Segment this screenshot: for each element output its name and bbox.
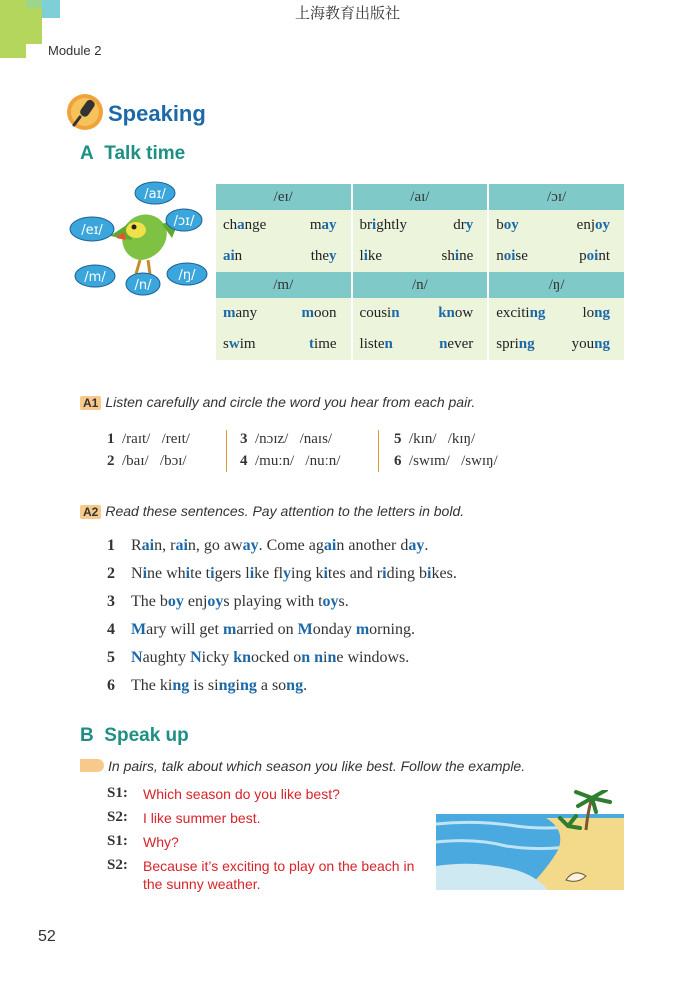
part-b-heading (80, 725, 189, 747)
word-segment: tes and r (327, 565, 383, 582)
example-word (210, 565, 250, 582)
example-word (582, 305, 610, 322)
word-segment: s (223, 336, 229, 352)
word-segment: The b (131, 593, 168, 610)
phonetic-option[interactable]: /baɪ/ (122, 453, 149, 469)
word-segment: the (310, 248, 330, 264)
phonetic-option[interactable]: /reɪt/ (161, 431, 190, 447)
word-segment: ow (454, 305, 474, 321)
word-pair[interactable] (394, 431, 475, 448)
highlighted-letters: y (283, 565, 292, 582)
example-word (186, 565, 210, 582)
example-word (223, 217, 266, 234)
highlighted-letters: ng (529, 305, 546, 321)
word-segment: se (515, 248, 528, 264)
word-pair[interactable] (394, 453, 498, 470)
part-a-heading (80, 143, 185, 165)
word-segment: any (235, 305, 258, 321)
word-segment: The ki (131, 677, 173, 694)
dialogue-line: Because it’s exciting to play on the beach in (143, 858, 415, 874)
example-word (360, 217, 408, 234)
word-segment: orning. (369, 621, 415, 638)
sentence-number: 5 (107, 649, 115, 666)
sound-bubble: /ɔɪ/ (173, 214, 195, 229)
word-segment: enj (183, 593, 208, 610)
column-divider (226, 430, 227, 472)
example-word (302, 305, 337, 322)
a1-label: A1 (80, 396, 101, 410)
example-word (356, 621, 415, 638)
dialogue-speaker: S2: (107, 857, 128, 873)
word-segment: arried on (236, 621, 298, 638)
highlighted-letters: N (131, 649, 143, 666)
word-segment: aughty (142, 649, 191, 666)
highlighted-letters: M (131, 621, 147, 638)
parrot-illustration (62, 180, 214, 300)
example-word (496, 248, 528, 265)
highlighted-letters: m (222, 621, 237, 638)
example-word (286, 677, 307, 694)
dialogue-line: Why? (143, 834, 179, 850)
word-segment: icky (201, 649, 234, 666)
highlighted-letters: i (249, 565, 255, 582)
example-word (324, 537, 408, 554)
highlighted-letters: kn (438, 305, 455, 321)
word-segment: l (359, 248, 364, 264)
word-pair[interactable] (240, 431, 332, 448)
phonetic-option[interactable]: /swɪŋ/ (461, 453, 498, 469)
phonics-table (216, 184, 624, 360)
highlighted-letters: n (439, 336, 448, 352)
word-segment: is si (189, 677, 219, 694)
highlighted-letters: y (329, 248, 337, 264)
sentence-number: 4 (107, 621, 115, 638)
word-segment: ever (447, 336, 474, 352)
phonetic-option[interactable]: /raɪt/ (122, 431, 151, 447)
example-word (496, 336, 534, 353)
part-b-letter: B (80, 725, 94, 746)
highlighted-letters: i (210, 565, 215, 582)
phonetic-option[interactable]: /naɪs/ (299, 431, 333, 447)
highlighted-letters: n (314, 649, 324, 666)
word-segment: b (496, 217, 504, 233)
example-word (131, 649, 190, 666)
column-divider (378, 430, 379, 472)
word-segment: gers l (214, 565, 250, 582)
example-word (579, 248, 610, 265)
publisher-name: 上海教育出版社 (294, 6, 400, 22)
word-segment: . (424, 537, 429, 554)
highlighted-letters: m (223, 305, 236, 321)
example-word (219, 677, 240, 694)
highlighted-letters: ng (286, 677, 304, 694)
highlighted-letters: M (297, 621, 313, 638)
word-segment: oon (314, 305, 337, 321)
b-marker (80, 759, 104, 772)
word-pair[interactable] (107, 453, 187, 470)
microphone-icon (66, 93, 104, 131)
example-word (438, 305, 473, 322)
example-word (577, 217, 610, 234)
highlighted-letters: a (237, 217, 245, 233)
sentence-item (107, 649, 409, 667)
example-word (382, 565, 427, 582)
word-cell (352, 241, 489, 272)
dialogue-line: I like summer best. (143, 810, 261, 826)
pair-number: 5 (394, 431, 402, 447)
part-b-title: Speak up (104, 725, 189, 746)
example-word (131, 677, 219, 694)
example-word (496, 305, 545, 322)
word-segment: nge (244, 217, 267, 233)
example-word (243, 537, 324, 554)
sentence-number: 6 (107, 677, 115, 694)
sound-header: /ŋ/ (488, 272, 624, 298)
highlighted-letters: i (142, 565, 148, 582)
word-segment: you (571, 336, 595, 352)
beach-illustration (436, 790, 624, 890)
a1-instruction-line (80, 394, 475, 412)
highlighted-letters: n (384, 336, 393, 352)
example-word (323, 565, 382, 582)
word-segment: im (239, 336, 256, 352)
sentence-item (107, 621, 415, 639)
a2-label: A2 (80, 505, 101, 519)
word-segment: s playing with t (223, 593, 323, 610)
word-cell (352, 298, 489, 329)
word-segment: m (309, 217, 322, 233)
pair-number: 2 (107, 453, 115, 469)
word-segment: nt (598, 248, 610, 264)
sound-bubble: /eɪ/ (81, 223, 103, 238)
word-segment: ding b (386, 565, 428, 582)
dialogue-speaker: S1: (107, 833, 128, 849)
b-instruction: In pairs, talk about which season you like best. Follow the example. (108, 758, 526, 774)
sound-bubble: /n/ (134, 278, 152, 293)
part-a-letter: A (80, 143, 94, 164)
highlighted-letters: oi (503, 248, 516, 264)
pair-number: 3 (240, 431, 248, 447)
part-a-title: Talk time (104, 143, 186, 164)
highlighted-letters: w (228, 336, 240, 352)
example-word (360, 305, 400, 322)
word-segment: i (235, 677, 240, 694)
example-word (233, 649, 301, 666)
highlighted-letters: ai (223, 248, 235, 264)
word-segment: ghtly (376, 217, 408, 233)
highlighted-letters: oy (322, 593, 339, 610)
example-word (309, 336, 337, 353)
highlighted-letters: ay (321, 217, 337, 233)
example-word (572, 336, 610, 353)
page-number: 52 (38, 928, 56, 945)
highlighted-letters: n (301, 649, 311, 666)
sound-header: /eɪ/ (216, 184, 352, 210)
sentence-number: 2 (107, 565, 115, 582)
highlighted-letters: y (465, 217, 474, 233)
highlighted-letters: ay (408, 537, 425, 554)
word-segment: liste (359, 336, 385, 352)
phonetic-option[interactable]: /muːn/ (255, 453, 295, 469)
phonetic-option[interactable]: /bɔɪ/ (159, 453, 187, 469)
b-instruction-line (80, 758, 525, 776)
a2-instruction: Read these sentences. Pay attention to the letters in bold. (105, 503, 465, 519)
word-segment: ch (223, 217, 238, 233)
word-segment: . (303, 677, 308, 694)
word-cell (216, 241, 352, 272)
highlighted-letters: ng (594, 336, 610, 352)
example-word (408, 537, 428, 554)
example-word (131, 565, 186, 582)
dialogue-speaker: S1: (107, 785, 128, 801)
highlighted-letters: oy (207, 593, 224, 610)
example-word (323, 593, 349, 610)
example-word (190, 649, 233, 666)
highlighted-letters: i (427, 565, 432, 582)
word-segment: p (579, 248, 587, 264)
word-segment: exciti (496, 305, 530, 321)
word-segment: s. (338, 593, 349, 610)
word-segment: n (496, 248, 504, 264)
highlighted-letters: ai (323, 537, 337, 554)
example-word (301, 649, 314, 666)
highlighted-letters: i (185, 565, 191, 582)
word-segment: n, r (154, 537, 176, 554)
word-segment: . Come ag (258, 537, 324, 554)
sentence-item (107, 593, 349, 611)
highlighted-letters: n (327, 649, 337, 666)
pair-number: 1 (107, 431, 115, 447)
highlighted-letters: ng (172, 677, 190, 694)
example-word (223, 336, 256, 353)
word-segment: dr (453, 217, 466, 233)
example-word (314, 649, 327, 666)
example-word (223, 305, 257, 322)
highlighted-letters: ay (242, 537, 259, 554)
word-segment: ke (367, 248, 383, 264)
phonetic-option[interactable]: /kɪŋ/ (447, 431, 476, 447)
word-cell (488, 298, 624, 329)
highlighted-letters: oi (586, 248, 599, 264)
word-cell (216, 298, 352, 329)
word-cell (352, 329, 489, 360)
example-word (360, 248, 383, 265)
highlighted-letters: oy (167, 593, 184, 610)
sentence-number: 3 (107, 593, 115, 610)
sound-header: /ɔɪ/ (488, 184, 624, 210)
sound-bubble: /aɪ/ (144, 187, 166, 202)
dialogue-line-continued: the sunny weather. (143, 876, 261, 892)
word-segment: ing k (291, 565, 324, 582)
highlighted-letters: ng (239, 677, 257, 694)
highlighted-letters: ng (594, 305, 610, 321)
example-word (131, 537, 175, 554)
highlighted-letters: i (454, 248, 460, 264)
word-segment: n, go aw (187, 537, 243, 554)
word-segment: R (131, 537, 142, 554)
word-segment: br (359, 217, 373, 233)
example-word (207, 593, 322, 610)
dialogue-line: Which season do you like best? (143, 786, 340, 802)
highlighted-letters: ng (518, 336, 535, 352)
word-cell (216, 210, 352, 241)
word-cell (352, 210, 489, 241)
word-segment: n (234, 248, 243, 264)
word-segment: sh (441, 248, 455, 264)
word-segment: ne (459, 248, 474, 264)
highlighted-letters: t (309, 336, 315, 352)
sound-bubble: /m/ (84, 270, 106, 285)
word-segment: kes. (431, 565, 457, 582)
sound-header: /aɪ/ (352, 184, 489, 210)
word-cell (488, 329, 624, 360)
word-cell (488, 210, 624, 241)
phonetic-option[interactable]: /nuːn/ (305, 453, 341, 469)
highlighted-letters: m (301, 305, 315, 321)
sound-bubble: /ŋ/ (178, 268, 196, 283)
pair-number: 4 (240, 453, 248, 469)
highlighted-letters: n (391, 305, 400, 321)
word-segment: ary will get (146, 621, 223, 638)
word-segment: spri (496, 336, 519, 352)
a2-instruction-line (80, 503, 464, 521)
word-segment: n another d (336, 537, 409, 554)
sentence-number: 1 (107, 537, 115, 554)
phonetic-option[interactable]: /kɪn/ (409, 431, 437, 447)
highlighted-letters: i (323, 565, 328, 582)
sound-header: /m/ (216, 272, 352, 298)
word-segment: enj (576, 217, 595, 233)
word-cell (488, 241, 624, 272)
highlighted-letters: ai (175, 537, 188, 554)
sentence-item (107, 565, 457, 583)
word-segment: ke fl (254, 565, 284, 582)
a1-instruction: Listen carefully and circle the word you hear from each pair. (105, 394, 476, 410)
word-segment: e windows. (336, 649, 410, 666)
example-word (442, 248, 474, 265)
example-word (310, 217, 337, 234)
highlighted-letters: i (372, 217, 377, 233)
word-pair[interactable] (240, 453, 340, 470)
word-segment: i (323, 649, 328, 666)
word-segment: lo (582, 305, 595, 321)
section-title: Speaking (108, 101, 206, 126)
highlighted-letters: oy (595, 217, 610, 233)
example-word (311, 248, 337, 265)
highlighted-letters: N (190, 649, 202, 666)
example-word (223, 621, 298, 638)
example-word (283, 565, 323, 582)
sound-header: /n/ (352, 272, 489, 298)
word-segment: a so (256, 677, 287, 694)
highlighted-letters: i (363, 248, 368, 264)
word-segment: N (131, 565, 143, 582)
phonetic-option[interactable]: /nɔɪz/ (255, 431, 289, 447)
word-pair[interactable] (107, 431, 190, 448)
pair-number: 6 (394, 453, 402, 469)
example-word (175, 537, 242, 554)
highlighted-letters: kn (233, 649, 252, 666)
module-label: Module 2 (48, 43, 102, 58)
word-cell (216, 329, 352, 360)
example-word (439, 336, 473, 353)
example-word (453, 217, 473, 234)
highlighted-letters: i (382, 565, 387, 582)
highlighted-letters: m (355, 621, 370, 638)
word-segment: ocked o (251, 649, 302, 666)
word-segment: ne wh (147, 565, 186, 582)
example-word (298, 621, 356, 638)
example-word (223, 248, 242, 265)
word-segment: onday (312, 621, 356, 638)
word-segment: cousi (359, 305, 392, 321)
sentence-item (107, 677, 307, 695)
example-word (131, 593, 207, 610)
example-word (131, 621, 223, 638)
highlighted-letters: ai (141, 537, 155, 554)
example-word (496, 217, 519, 234)
example-word (427, 565, 457, 582)
highlighted-letters: ng (218, 677, 236, 694)
word-segment: ime (314, 336, 337, 352)
example-word (327, 649, 409, 666)
highlighted-letters: oy (503, 217, 519, 233)
example-word (360, 336, 393, 353)
dialogue-speaker: S2: (107, 809, 128, 825)
example-word (240, 677, 286, 694)
word-segment: te t (190, 565, 211, 582)
sentence-item (107, 537, 428, 555)
example-word (250, 565, 283, 582)
phonetic-option[interactable]: /swɪm/ (409, 453, 450, 469)
